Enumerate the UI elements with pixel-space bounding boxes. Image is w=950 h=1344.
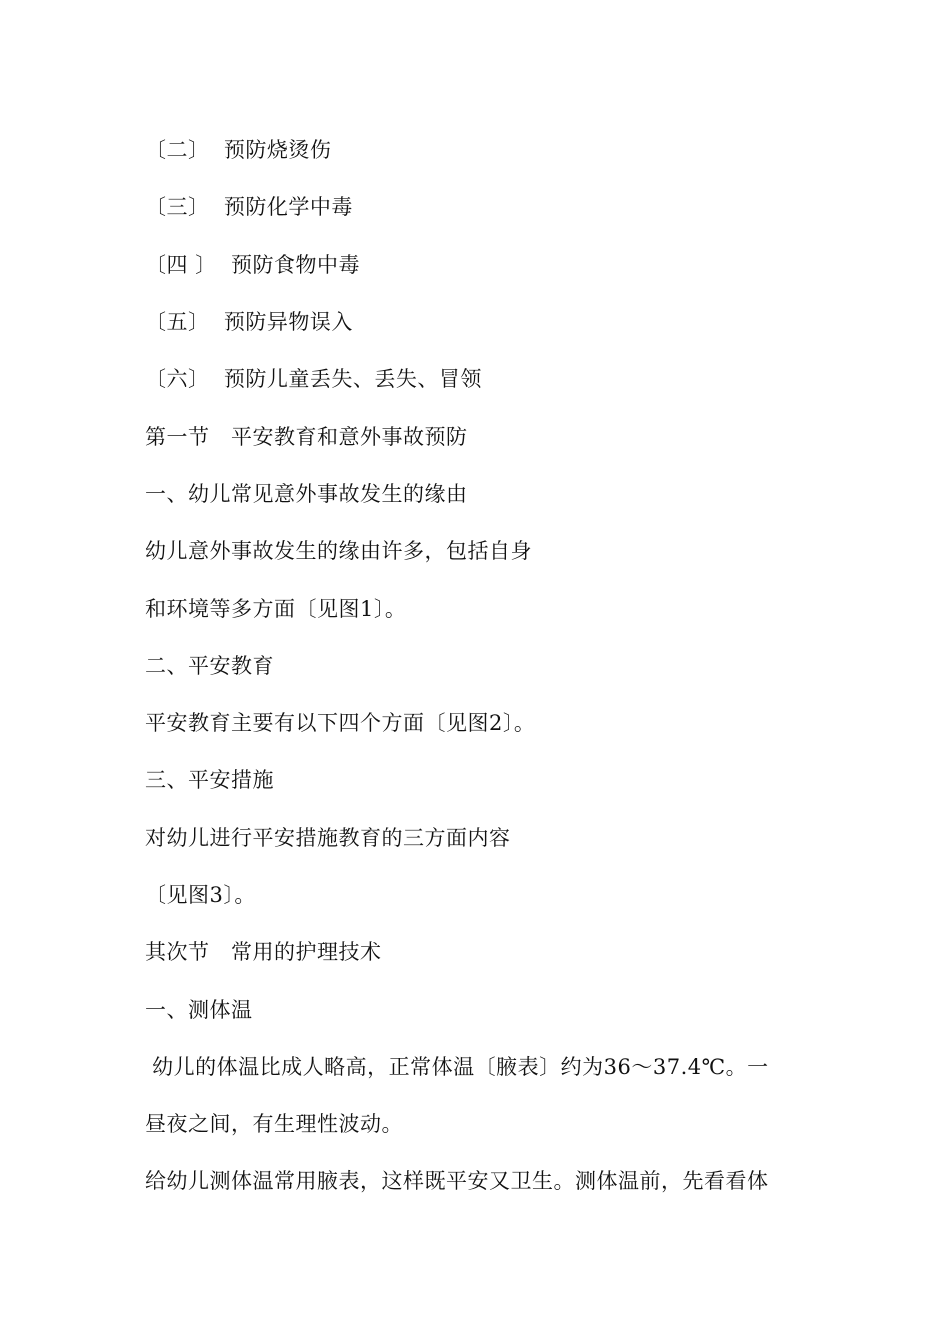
section-heading-nursing: 其次节 常用的护理技术	[145, 940, 382, 964]
subheading-temperature: 一、测体温	[145, 998, 253, 1022]
paragraph-line: 幼儿意外事故发生的缘由许多，包括自身	[145, 539, 532, 563]
paragraph-line: 给幼儿测体温常用腋表，这样既平安又卫生。测体温前，先看看体	[145, 1169, 769, 1193]
subheading-safety-measures: 三、平安措施	[145, 768, 274, 792]
paragraph-line: 幼儿的体温比成人略高，正常体温〔腋表〕约为36～37.4℃。一	[145, 1055, 769, 1079]
list-item-child-loss: 〔六〕 预防儿童丢失、丢失、冒领	[145, 367, 482, 391]
paragraph-line: 和环境等多方面〔见图1〕。	[145, 597, 407, 621]
paragraph-line: 平安教育主要有以下四个方面〔见图2〕。	[145, 711, 536, 735]
subheading-safety-education: 二、平安教育	[145, 654, 274, 678]
list-item-burn-prevention: 〔二〕 预防烧烫伤	[145, 138, 332, 162]
paragraph-line: 对幼儿进行平安措施教育的三方面内容	[145, 826, 511, 850]
list-item-food-poisoning: 〔四 〕 预防食物中毒	[145, 253, 361, 277]
paragraph-line: 昼夜之间，有生理性波动。	[145, 1112, 403, 1136]
paragraph-line: 〔见图3〕。	[145, 883, 256, 907]
section-heading-safety-education: 第一节 平安教育和意外事故预防	[145, 425, 468, 449]
list-item-chemical-poisoning: 〔三〕 预防化学中毒	[145, 195, 353, 219]
list-item-foreign-object: 〔五〕 预防异物误入	[145, 310, 353, 334]
subheading-accident-causes: 一、幼儿常见意外事故发生的缘由	[145, 482, 468, 506]
